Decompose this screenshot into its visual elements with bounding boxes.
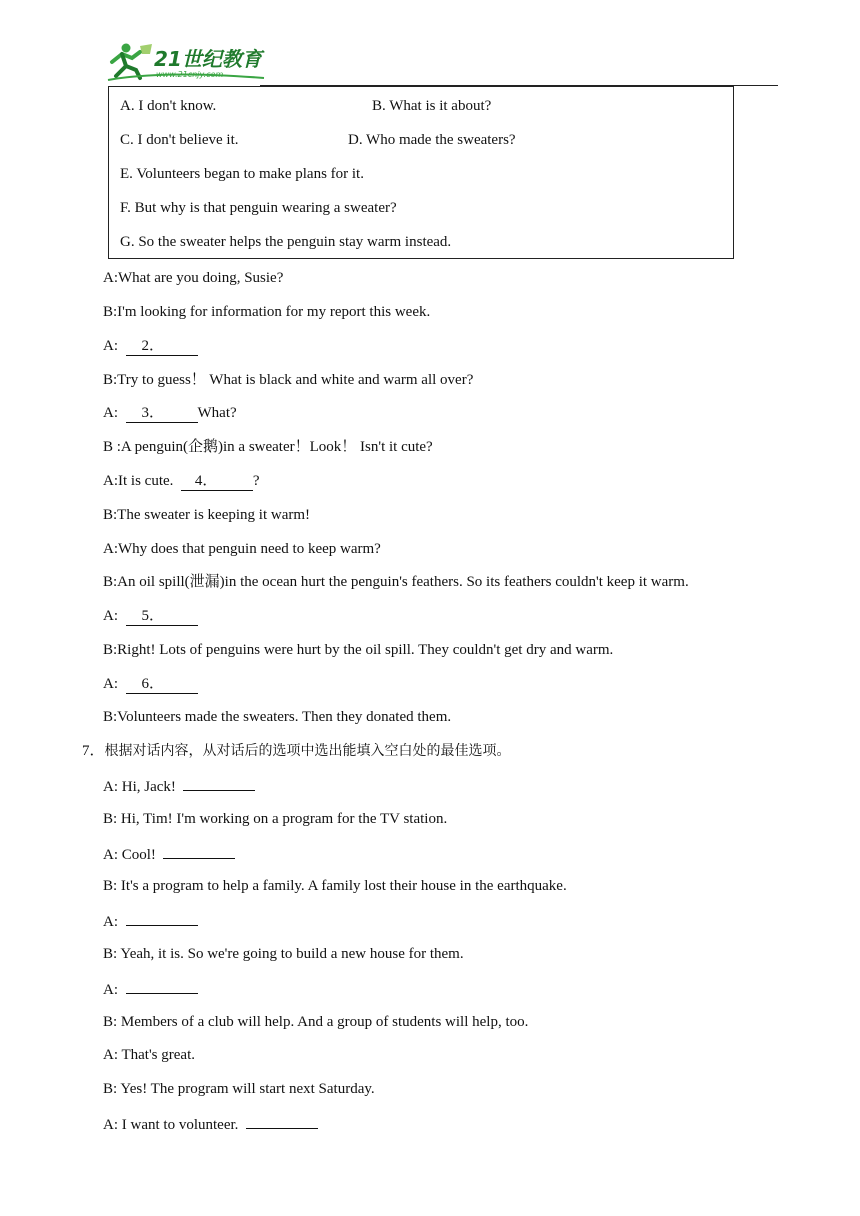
answer-blank-6[interactable]: 6． [126, 675, 198, 694]
dialogue-line: A: Hi, Jack! [103, 776, 255, 796]
dialogue-line: B:The sweater is keeping it warm! [103, 507, 311, 523]
answer-blank[interactable] [246, 1114, 318, 1129]
dialogue-line: A: That's great. [103, 1047, 195, 1063]
option-f: F. But why is that penguin wearing a sweater? [120, 200, 397, 216]
answer-blank[interactable] [183, 776, 255, 791]
page-header [100, 40, 780, 86]
option-a: A. I don't know. [120, 98, 217, 114]
answer-blank-2[interactable]: 2． [126, 337, 198, 356]
answer-blank[interactable] [163, 844, 235, 859]
dialogue-line: A:It is cute. 4． ? [103, 473, 260, 489]
option-c: C. I don't believe it. [120, 132, 239, 148]
options-box [108, 86, 734, 259]
dialogue-line: B :A penguin(企鹅)in a sweater！Look！ Isn't it cute? [103, 439, 433, 455]
svg-text:www.21cnjy.com: www.21cnjy.com [156, 70, 224, 79]
dialogue-line: A:What are you doing, Susie? [103, 270, 284, 286]
answer-blank-5[interactable]: 5． [126, 607, 198, 626]
dialogue-line: B:Try to guess！ What is black and white and warm all over? [103, 372, 474, 388]
dialogue-line: A: [103, 979, 198, 999]
dialogue-line: B: Hi, Tim! I'm working on a program for the TV station. [103, 811, 448, 827]
dialogue-line: A: 5． [103, 607, 198, 626]
dialogue-line: B: Members of a club will help. And a group of students will help, too. [103, 1014, 529, 1030]
dialogue-line: A: I want to volunteer. [103, 1114, 318, 1134]
dialogue-line: B:Right! Lots of penguins were hurt by the oil spill. They couldn't get dry and warm. [103, 642, 614, 658]
answer-blank-3[interactable]: 3． [126, 404, 198, 423]
option-e: E. Volunteers began to make plans for it. [120, 166, 364, 182]
question-7-heading [82, 742, 511, 760]
svg-text:21世纪教育: 21世纪教育 [154, 47, 262, 71]
dialogue-line: A: 2． [103, 337, 198, 356]
option-d: D. Who made the sweaters? [348, 132, 516, 148]
dialogue-line: A:Why does that penguin need to keep warm? [103, 541, 381, 557]
dialogue-line: B:An oil spill(泄漏)in the ocean hurt the penguin's feathers. So its feathers couldn't keep it warm. [103, 574, 689, 590]
answer-blank-4[interactable]: 4． [181, 472, 253, 491]
site-logo [104, 40, 274, 84]
question-number: 7． [82, 743, 105, 759]
question-instruction: 根据对话内容，从对话后的选项中选出能填入空白处的最佳选项。 [104, 743, 511, 759]
dialogue-line: B:Volunteers made the sweaters. Then they donated them. [103, 709, 452, 725]
dialogue-line: A: Cool! [103, 844, 235, 864]
dialogue-line: A: [103, 911, 198, 931]
dialogue-line: B:I'm looking for information for my report this week. [103, 304, 431, 320]
dialogue-line: B: It's a program to help a family. A family lost their house in the earthquake. [103, 878, 567, 894]
dialogue-line: B: Yes! The program will start next Saturday. [103, 1081, 375, 1097]
dialogue-line: B: Yeah, it is. So we're going to build a new house for them. [103, 946, 464, 962]
option-b: B. What is it about? [372, 98, 492, 114]
option-g: G. So the sweater helps the penguin stay warm instead. [120, 234, 452, 250]
answer-blank[interactable] [126, 911, 198, 926]
dialogue-line: A: 6． [103, 675, 198, 694]
dialogue-line: A: 3． What? [103, 405, 237, 421]
answer-blank[interactable] [126, 979, 198, 994]
runner-logo-icon [104, 40, 274, 84]
